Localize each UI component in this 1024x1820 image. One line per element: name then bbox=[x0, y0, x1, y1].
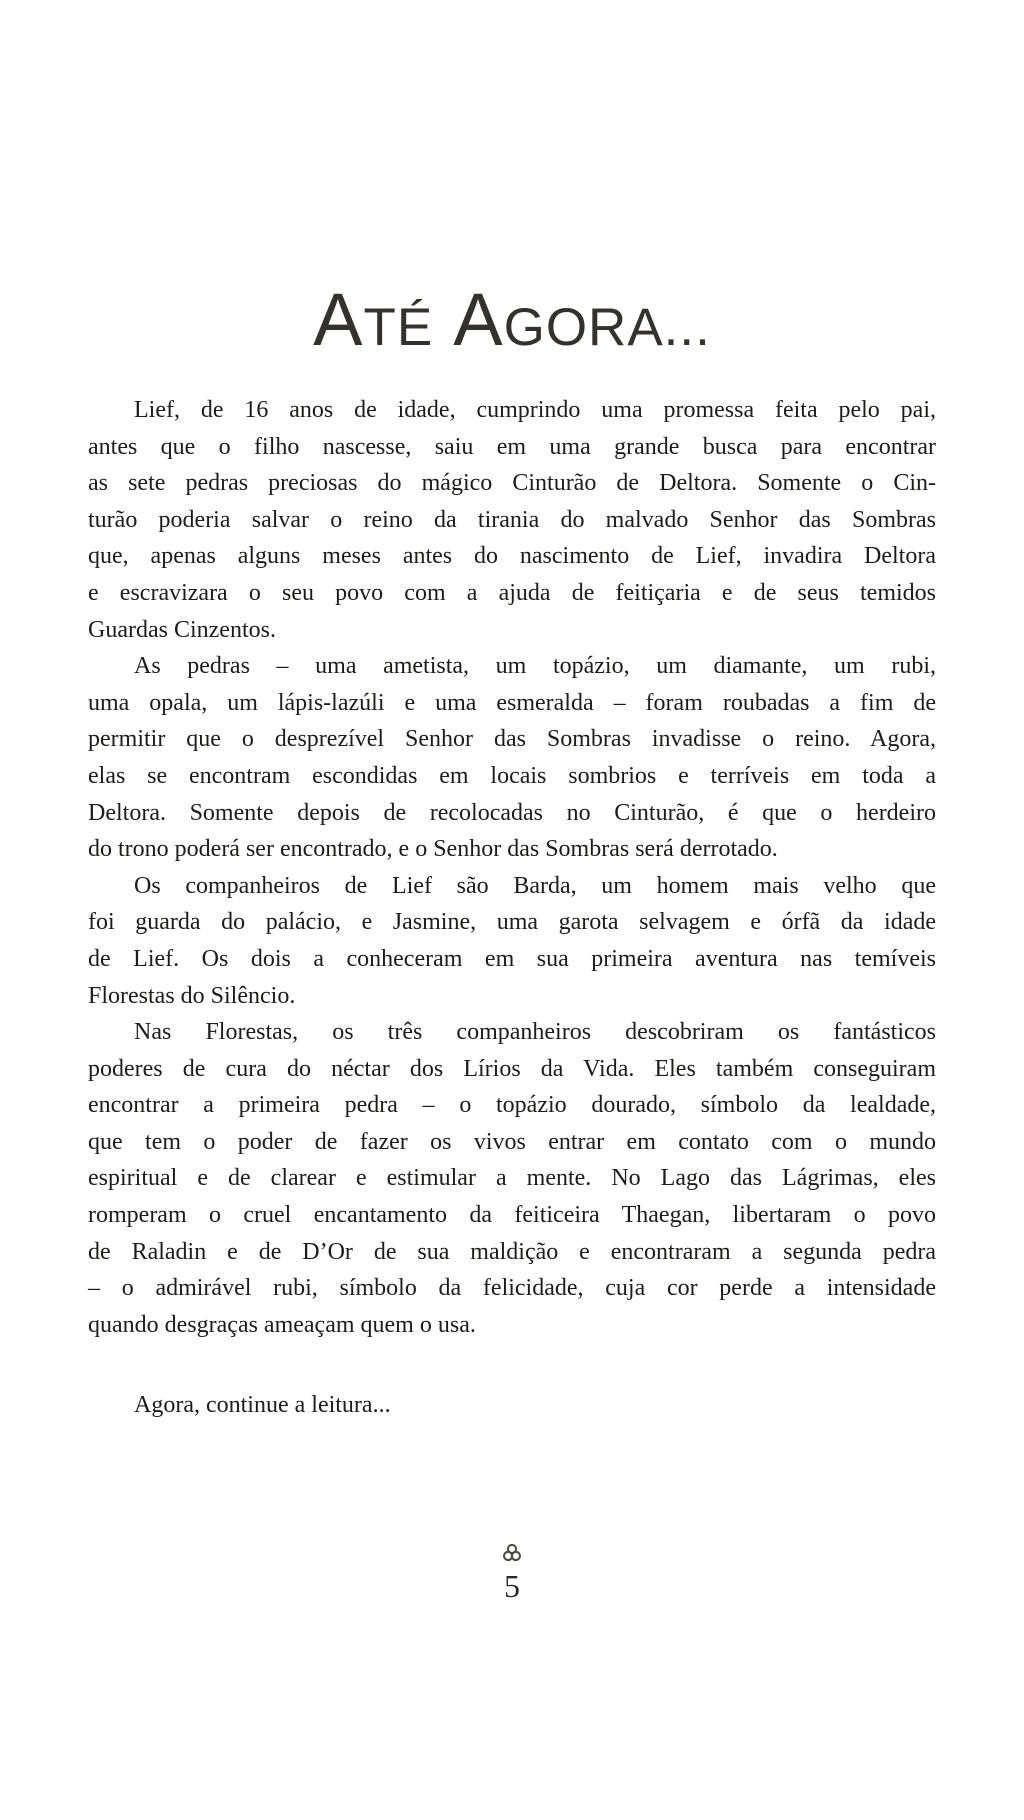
page-footer bbox=[0, 1542, 1024, 1602]
text-line: Deltora. Somente depois de recolocadas no Cinturão, é que o herdeiro bbox=[88, 799, 936, 826]
text-line: uma opala, um lápis-lazúli e uma esmeralda – foram roubadas a fim de bbox=[88, 689, 936, 716]
text-line: de Raladin e de D’Or de sua maldição e encontraram a segunda pedra bbox=[88, 1238, 936, 1265]
text-line: poderes de cura do néctar dos Lírios da Vida. Eles também conseguiram bbox=[88, 1055, 936, 1082]
knot-ornament-icon bbox=[0, 1542, 1024, 1566]
text-line: do trono poderá ser encontrado, e o Senhor das Sombras será derrotado. bbox=[88, 836, 778, 863]
title-word: AGORA... bbox=[453, 278, 711, 361]
text-line: Agora, continue a leitura... bbox=[134, 1392, 391, 1419]
body-text bbox=[88, 392, 936, 1424]
text-line: e escravizara o seu povo com a ajuda de feitiçaria e de seus temidos bbox=[88, 579, 936, 606]
paragraph bbox=[88, 392, 936, 648]
title-word: ATÉ bbox=[313, 278, 434, 361]
text-line: que tem o poder de fazer os vivos entrar em contato com o mundo bbox=[88, 1128, 936, 1155]
text-line: espiritual e de clarear e estimular a mente. No Lago das Lágrimas, eles bbox=[88, 1165, 936, 1192]
text-line: antes que o filho nascesse, saiu em uma grande busca para encontrar bbox=[88, 433, 936, 460]
text-line: Nas Florestas, os três companheiros descobriram os fantásticos bbox=[134, 1019, 936, 1046]
text-line: quando desgraças ameaçam quem o usa. bbox=[88, 1311, 476, 1338]
paragraph bbox=[88, 1387, 936, 1424]
paragraph bbox=[88, 1014, 936, 1343]
text-line: romperam o cruel encantamento da feiticeira Thaegan, libertaram o povo bbox=[88, 1202, 936, 1229]
text-line: que, apenas alguns meses antes do nascimento de Lief, invadira Deltora bbox=[88, 543, 936, 570]
text-line: – o admirável rubi, símbolo da felicidade, cuja cor perde a intensidade bbox=[88, 1275, 936, 1302]
text-line: Lief, de 16 anos de idade, cumprindo uma promessa feita pelo pai, bbox=[134, 397, 936, 423]
text-line: as sete pedras preciosas do mágico Cinturão de Deltora. Somente o Cin- bbox=[88, 470, 936, 497]
chapter-title bbox=[0, 278, 1024, 361]
text-line: elas se encontram escondidas em locais sombrios e terríveis em toda a bbox=[88, 762, 936, 789]
text-line: foi guarda do palácio, e Jasmine, uma garota selvagem e órfã da idade bbox=[88, 909, 936, 936]
text-line: Guardas Cinzentos. bbox=[88, 616, 276, 643]
paragraph bbox=[88, 648, 936, 868]
text-line: Os companheiros de Lief são Barda, um homem mais velho que bbox=[134, 872, 936, 899]
text-line: turão poderia salvar o reino da tirania do malvado Senhor das Sombras bbox=[88, 506, 936, 533]
text-line: de Lief. Os dois a conheceram em sua primeira aventura nas temíveis bbox=[88, 945, 936, 972]
paragraph bbox=[88, 868, 936, 1014]
text-line: Florestas do Silêncio. bbox=[88, 982, 296, 1009]
text-line: As pedras – uma ametista, um topázio, um diamante, um rubi, bbox=[134, 653, 936, 680]
page-number: 5 bbox=[504, 1568, 520, 1604]
text-line: permitir que o desprezível Senhor das Sombras invadisse o reino. Agora, bbox=[88, 726, 936, 753]
text-line: encontrar a primeira pedra – o topázio dourado, símbolo da lealdade, bbox=[88, 1092, 936, 1119]
